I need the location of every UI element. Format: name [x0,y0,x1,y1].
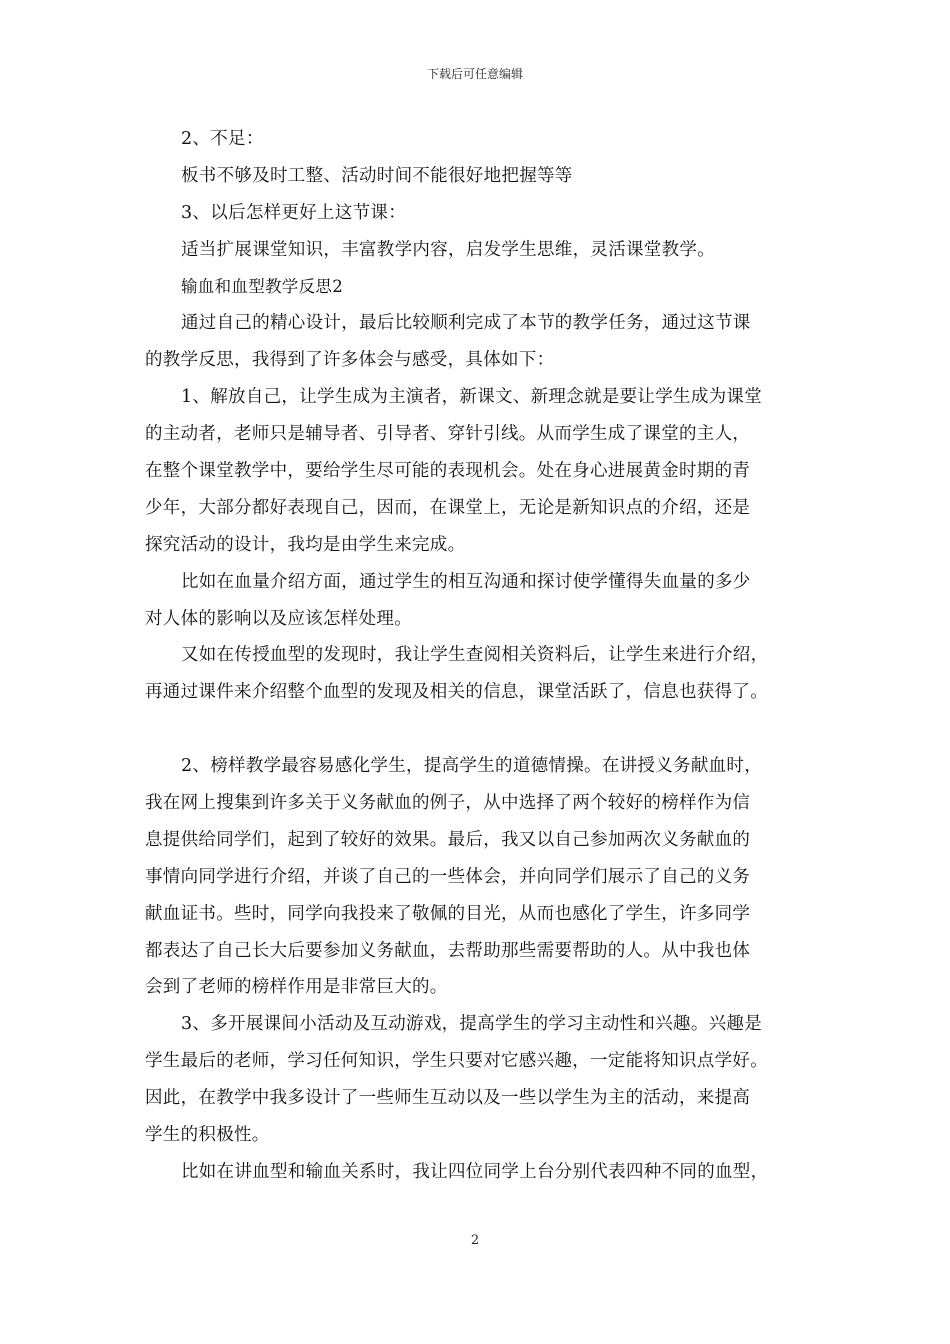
text-line: 通过自己的精心设计，最后比较顺利完成了本节的教学任务，通过这节课 [181,313,751,334]
text-line: 对人体的影响以及应该怎样处理。 [145,608,412,629]
text-line: 因此，在教学中我多设计了一些师生互动以及一些以学生为主的活动，来提高 [145,1088,751,1109]
text-line: 又如在传授血型的发现时，我让学生查阅相关资料后，让学生来进行介绍， [181,645,769,666]
text-line: 1、解放自己，让学生成为主演者，新课文、新理念就是要让学生成为课堂 [181,387,763,408]
text-line: 会到了老师的榜样作用是非常巨大的。 [145,977,448,998]
text-line: 再通过课件来介绍整个血型的发现及相关的信息，课堂活跃了，信息也获得了。 [145,682,768,703]
text-line: 板书不够及时工整、活动时间不能很好地把握等等 [181,165,573,186]
text-line: 的教学反思，我得到了许多体会与感受，具体如下： [145,350,555,371]
text-line: 我在网上搜集到许多关于义务献血的例子，从中选择了两个较好的榜样作为信 [145,793,751,814]
text-line: 在整个课堂教学中，要给学生尽可能的表现机会。处在身心进展黄金时期的青 [145,461,751,482]
text-line: 适当扩展课堂知识，丰富教学内容，启发学生思维，灵活课堂教学。 [181,239,715,260]
text-line: 2、不足： [181,129,264,149]
blank-line [145,711,815,748]
text-line: 都表达了自己长大后要参加义务献血，去帮助那些需要帮助的人。从中我也体 [145,940,751,961]
text-line: 探究活动的设计，我均是由学生来完成。 [145,534,466,555]
section-heading: 输血和血型教学反思2 [181,276,343,296]
text-line: 比如在血量介绍方面，通过学生的相互沟通和探讨使学懂得失血量的多少 [181,571,751,592]
text-line: 3、多开展课间小活动及互动游戏，提高学生的学习主动性和兴趣。兴趣是 [181,1014,763,1035]
text-line: 的主动者，老师只是辅导者、引导者、穿针引线。从而学生成了课堂的主人， [145,424,751,445]
text-line: 学生的积极性。 [145,1125,270,1146]
text-line: 3、以后怎样更好上这节课： [181,202,407,223]
text-line: 事情向同学进行介绍，并谈了自己的一些体会，并向同学们展示了自己的义务 [145,866,751,887]
page-header-note: 下载后可任意编辑 [426,67,523,81]
text-line: 献血证书。些时，同学向我投来了敬佩的目光，从而也感化了学生，许多同学 [145,903,751,924]
text-line: 2、榜样教学最容易感化学生，提高学生的道德情操。在讲授义务献血时， [181,756,763,777]
text-line: 少年，大部分都好表现自己，因而，在课堂上，无论是新知识点的介绍，还是 [145,497,751,518]
text-line: 学生最后的老师，学习任何知识，学生只要对它感兴趣，一定能将知识点学好。 [145,1051,768,1072]
document-body [145,121,815,1191]
text-line: 息提供给同学们，起到了较好的效果。最后，我又以自己参加两次义务献血的 [145,829,751,850]
page-number: 2 [470,1233,480,1248]
text-line: 比如在讲血型和输血关系时，我让四位同学上台分别代表四种不同的血型， [181,1161,769,1182]
